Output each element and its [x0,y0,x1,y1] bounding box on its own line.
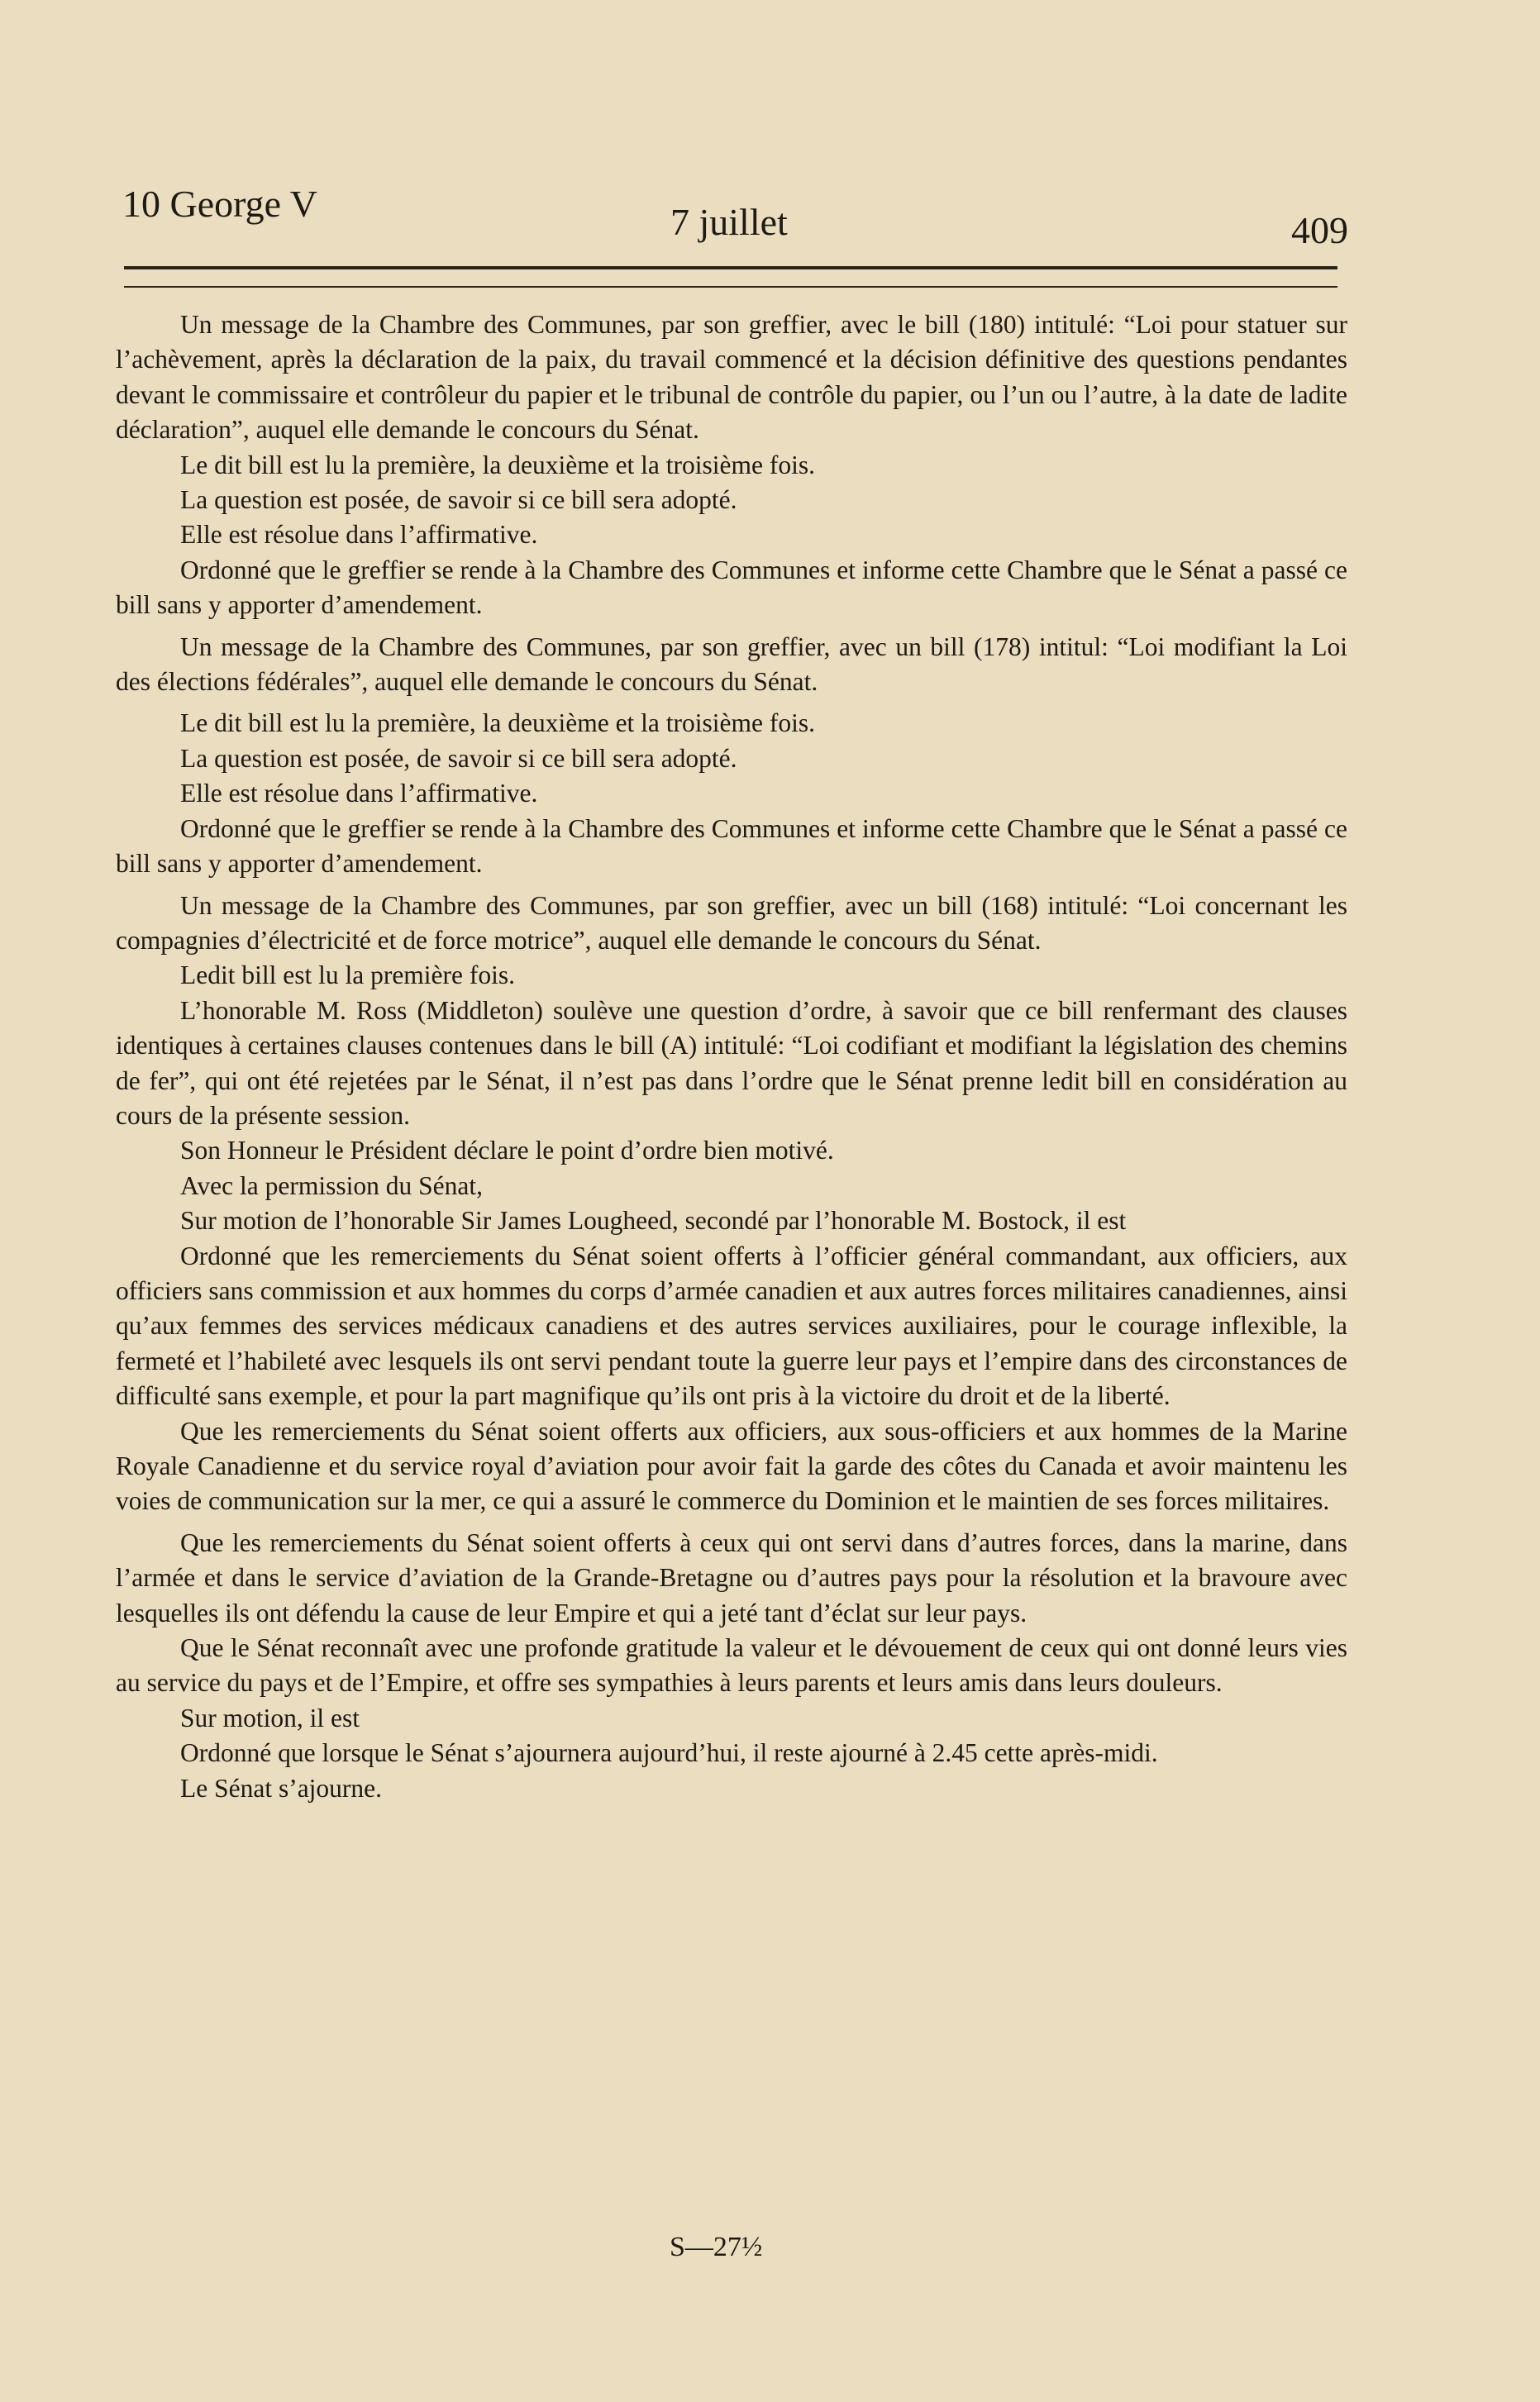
page-header [122,182,1348,256]
paragraph: Ordonné que lorsque le Sénat s’ajournera aujourd’hui, il reste ajourné à 2.45 cette après-midi. [180,1738,1158,1768]
page-body [116,307,1347,1806]
paragraph: Elle est résolue dans l’affirmative. [180,520,538,550]
paragraph: Ordonné que le greffier se rende à la Chambre des Communes et informe cette Chambre que le Sénat a passé ce bill sans y apporter d’amendement. [116,813,1347,879]
paragraph: La question est posée, de savoir si ce bill sera adopté. [180,485,737,515]
paragraph: Un message de la Chambre des Communes, par son greffier, avec le bill (180) intitulé: “Loi pour statuer sur l’achèvement, après la déclaration de la paix, du travail commencé et la décision définitive des questions pendantes devant le commissaire et contrôleur du papier et le tribunal de contrôle du papier, ou l’un ou l’autre, à la date de ladite déclaration”, auquel elle demande le concours du Sénat. [116,310,1347,445]
signature-mark: S—27½ [670,2232,763,2262]
paragraph: Que le Sénat reconnaît avec une profonde gratitude la valeur et le dévouement de ceux qui ont donné leurs vies au service du pays et de l’Empire, et offre ses sympathies à leurs parents et leurs amis dans leurs douleurs. [116,1633,1347,1698]
paragraph: La question est posée, de savoir si ce bill sera adopté. [180,743,737,773]
paragraph: Le dit bill est lu la première, la deuxième et la troisième fois. [180,450,815,479]
paragraph: Ledit bill est lu la première fois. [180,960,516,990]
paragraph: Le dit bill est lu la première, la deuxième et la troisième fois. [180,708,815,738]
header-regnal-year: 10 George V [122,183,317,225]
paragraph: Son Honneur le Président déclare le point d’ordre bien motivé. [180,1136,834,1165]
paragraph: Le Sénat s’ajourne. [180,1773,383,1803]
paragraph: Sur motion, il est [180,1703,360,1732]
paragraph: Avec la permission du Sénat, [180,1170,483,1200]
paragraph: Elle est résolue dans l’affirmative. [180,779,538,808]
header-rule-thick [124,266,1337,269]
header-date: 7 juillet [670,201,788,243]
header-rule-thin [124,286,1337,288]
paragraph: Un message de la Chambre des Communes, par son greffier, avec un bill (168) intitulé: “Loi concernant les compagnies d’électricité et de force motrice”, auquel elle demande le concours du Sénat. [116,890,1347,955]
paragraph: Que les remerciements du Sénat soient offerts aux officiers, aux sous-officiers et aux hommes de la Marine Royale Canadienne et du service royal d’aviation pour avoir fait la garde des côtes du Canada et avoir maintenu les voies de communication sur la mer, ce qui a assuré le commerce du Dominion et le maintien de ses forces militaires. [116,1416,1347,1516]
paragraph: Un message de la Chambre des Communes, par son greffier, avec un bill (178) intitul: “Loi modifiant la Loi des élections fédérales”, auquel elle demande le concours du Sénat. [116,631,1347,697]
paragraph: Ordonné que le greffier se rende à la Chambre des Communes et informe cette Chambre que le Sénat a passé ce bill sans y apporter d’amendement. [116,555,1347,620]
paragraph: Que les remerciements du Sénat soient offerts à ceux qui ont servi dans d’autres forces, dans la marine, dans l’armée et dans le service d’aviation de la Grande-Bretagne ou d’autres pays pour la résolution et la bravoure avec lesquelles ils ont défendu la cause de leur Empire et qui a jeté tant d’éclat sur leur pays. [116,1527,1347,1628]
paragraph: L’honorable M. Ross (Middleton) soulève une question d’ordre, à savoir que ce bill renfermant des clauses identiques à certaines clauses contenues dans le bill (A) intitulé: “Loi codifiant et modifiant la législation des chemins de fer”, qui ont été rejetées par le Sénat, il n’est pas dans l’ordre que le Sénat prenne ledit bill en considération au cours de la présente session. [116,995,1347,1130]
page-number: 409 [1291,209,1348,251]
paragraph: Ordonné que les remerciements du Sénat soient offerts à l’officier général commandant, aux officiers, aux officiers sans commission et aux hommes du corps d’armée canadien et aux autres forces militaires canadiennes, ainsi qu’aux femmes des services médicaux canadiens et des autres services auxiliaires, pour le courage inflexible, la fermeté et l’habileté avec lesquels ils ont servi pendant toute la guerre leur pays et l’empire dans des circonstances de difficulté sans exemple, et pour la part magnifique qu’ils ont pris à la victoire du droit et de la liberté. [116,1241,1347,1411]
paragraph: Sur motion de l’honorable Sir James Lougheed, secondé par l’honorable M. Bostock, il est [180,1206,1127,1236]
